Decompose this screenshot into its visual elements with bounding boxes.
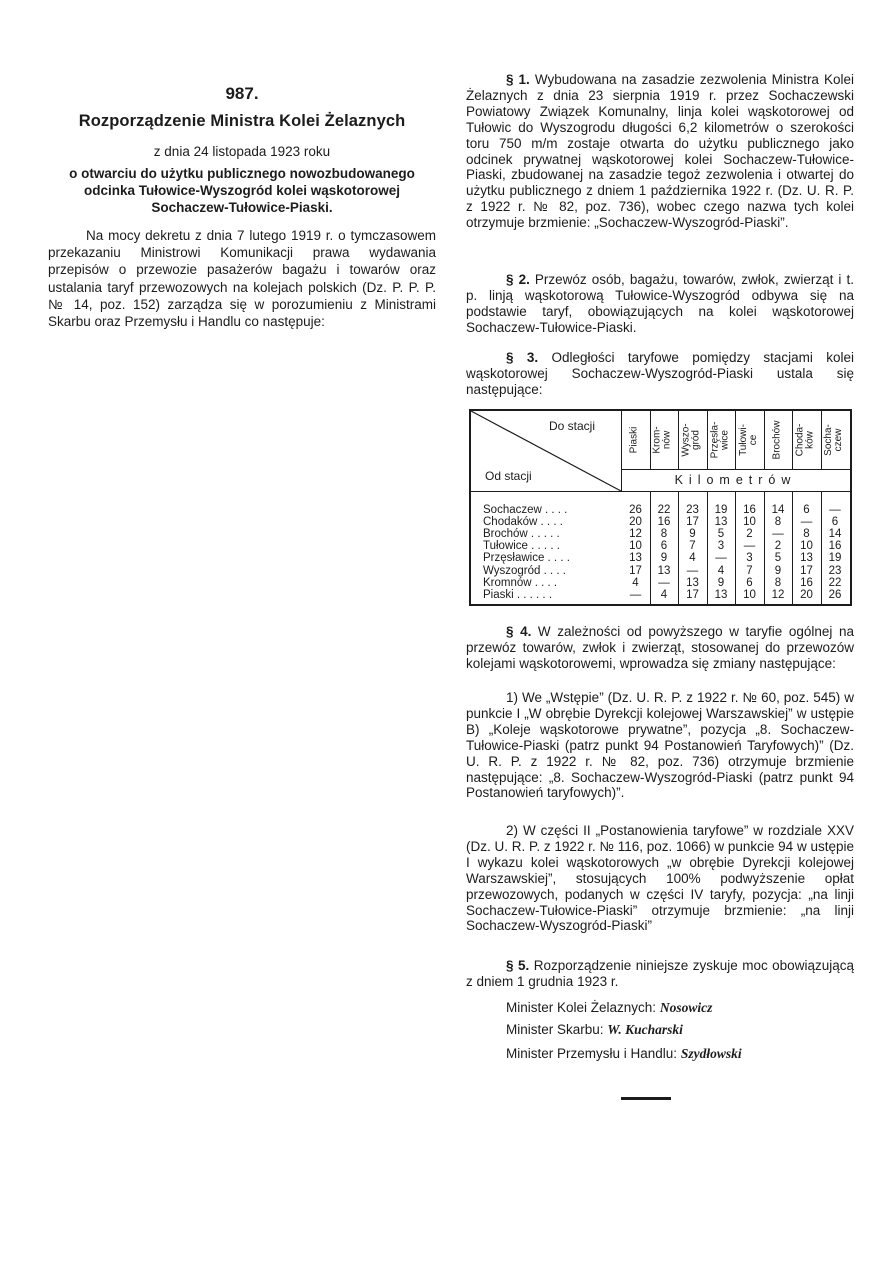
column-divider <box>792 491 793 604</box>
column-header <box>710 411 731 469</box>
distance-cell: 26 <box>828 588 842 601</box>
station-name: Chodaków . . . . <box>483 516 563 529</box>
distance-cell: 19 <box>828 552 842 565</box>
distance-table <box>469 409 852 606</box>
unit-label: Kilometrów <box>674 473 797 487</box>
column-header-label: Brochów <box>771 420 782 460</box>
distance-cell: 10 <box>800 540 813 553</box>
section-2-text: Przewóz osób, bagażu, towarów, zwłok, zwierząt i t. p. linją wąskotorową Tułowice-Wyszogród odbywa się na podstawie taryf, obowiązujących na kolei wąskotorowej Sochaczew-Tułowice-Piaski. <box>466 272 854 335</box>
distance-cell: 14 <box>828 528 842 541</box>
distance-cell: 23 <box>686 504 699 516</box>
station-name: Kromnów . . . . <box>483 576 558 589</box>
distance-cell: 17 <box>629 564 642 577</box>
distance-cell: — <box>715 552 727 565</box>
station-name: Piaski . . . . . . <box>483 588 553 601</box>
distance-cell: — <box>743 540 756 553</box>
distance-cell: 13 <box>714 588 728 601</box>
distance-cell: 13 <box>629 552 642 565</box>
distance-cell: 16 <box>800 576 813 589</box>
section-2 <box>466 272 854 336</box>
section-4-item-2: 2) W części II „Postanowienia taryfowe” w rozdziale XXV (Dz. U. R. P. z 1922 r. № 116, poz. 1066) w punkcie 94 w ustępie I wykazu kolei wąskotorowych „w obrębie Dyrekcji kolejowej Warszawskiej”, stosujących 100% podwyższenie opłat przewozowych, podanych w części IV taryfy, pozycja: „na linji Sochaczew-Tułowice-Piaski” otrzymuje brzmienie: „na linji Sochaczew-Wyszogród-Piaski” <box>466 823 854 934</box>
distance-cell: — <box>772 528 784 541</box>
column-header-label: Tułowi- ce <box>737 424 759 456</box>
decree-number: 987. <box>225 84 259 103</box>
signature-treasury <box>506 1022 683 1038</box>
column-divider <box>735 491 736 604</box>
header-divider <box>621 469 850 470</box>
distance-cell: 20 <box>800 588 813 601</box>
signature-role: Minister Przemysłu i Handlu: <box>506 1046 678 1061</box>
column-header-label: Choda- ków <box>794 423 816 457</box>
signature-role: Minister Skarbu: <box>506 1022 604 1037</box>
distance-cell: 16 <box>657 516 671 529</box>
column-divider <box>821 411 822 469</box>
section-2-mark: § 2. <box>506 272 530 287</box>
section-1-mark: § 1. <box>506 72 530 87</box>
station-name: Brochów . . . . . <box>483 528 560 541</box>
column-divider <box>735 411 736 469</box>
distance-cell: — <box>829 504 841 516</box>
column-divider <box>678 411 679 469</box>
distance-cell: 23 <box>828 564 842 577</box>
distance-cell: 22 <box>657 504 671 516</box>
distance-cell: 7 <box>746 564 753 577</box>
column-header-label: Krom- nów <box>652 426 674 454</box>
distance-cell: 4 <box>717 564 725 577</box>
column-header <box>681 411 702 469</box>
distance-cell: 9 <box>717 576 725 589</box>
decree-title: Rozporządzenie Ministra Kolei Żelaznych <box>78 112 406 130</box>
distance-cell: 13 <box>686 576 699 589</box>
section-1 <box>466 72 854 231</box>
section-5-text: Rozporządzenie niniejsze zyskuje moc obowiązującą z dniem 1 grudnia 1923 r. <box>466 958 854 989</box>
distance-cell: 2 <box>746 528 753 541</box>
distance-cell: 3 <box>717 540 725 553</box>
column-header <box>795 411 816 469</box>
column-header <box>624 411 645 469</box>
distance-cell: 10 <box>743 588 756 601</box>
distance-cell: 16 <box>828 540 842 553</box>
distance-cell: 6 <box>746 576 753 589</box>
distance-cell: 17 <box>800 564 813 577</box>
decree-subject: o otwarciu do użytku publicznego nowozbudowanego odcinka Tułowice-Wyszogród kolei wąskotorowej Sochaczew-Tułowice-Piaski. <box>69 166 415 215</box>
column-header <box>824 411 845 469</box>
distance-cell: 12 <box>771 588 785 601</box>
body-divider <box>471 491 850 492</box>
distance-cell: 20 <box>629 516 642 529</box>
distance-cell: — <box>629 588 642 601</box>
distance-cell: 7 <box>689 540 696 553</box>
section-3-text: Odległości taryfowe pomiędzy stacjami kolei wąskotorowej Sochaczew-Wyszogród-Piaski ustala się następujące: <box>466 350 854 397</box>
section-4 <box>466 624 854 672</box>
decree-date: z dnia 24 listopada 1923 roku <box>153 144 331 159</box>
signature-role: Minister Kolei Żelaznych: <box>506 1000 657 1015</box>
section-3-mark: § 3. <box>506 350 539 365</box>
distance-cell: 9 <box>689 528 696 541</box>
column-header <box>767 411 788 469</box>
station-name: Tułowice . . . . . <box>483 540 560 553</box>
distance-cell: 9 <box>660 552 668 565</box>
signature-railways <box>506 1000 712 1016</box>
distance-cell: 10 <box>743 516 756 529</box>
distance-cell: 9 <box>774 564 782 577</box>
column-divider <box>650 491 651 604</box>
from-station-label: Od stacji <box>485 469 532 483</box>
section-4-text: W zależności od powyższego w taryfie ogólnej na przewóz towarów, zwłok i zwierząt, stosowanej do przewozów kolejami wąskotorowemi, wprowadza się zmiany następujące: <box>466 624 854 671</box>
distance-cell: 5 <box>717 528 725 541</box>
station-name: Przęsławice . . . . <box>483 552 570 565</box>
column-divider <box>707 491 708 604</box>
column-divider <box>821 491 822 604</box>
column-divider <box>650 411 651 469</box>
distance-cell: 14 <box>771 504 785 516</box>
column-divider <box>678 491 679 604</box>
section-4-item-1: 1) We „Wstępie” (Dz. U. R. P. z 1922 r. № 60, poz. 545) w punkcie I „W obrębie Dyrekcji kolejowej Warszawskiej” w ustępie B) „Koleje wąskotorowe prywatne”, pozycja „8. Sochaczew-Tułowice-Piaski (patrz punkt 94 Postanowień Taryfowych)” (Dz. U. R. P. z 1922 r. № 82, poz. 736) otrzymuje brzmienie następujące: „8. Sochaczew-Wyszogród-Piaski (patrz punkt 94 Postanowień taryfowych)”. <box>466 690 854 801</box>
distance-cell: 5 <box>774 552 782 565</box>
distance-cell: 16 <box>743 504 756 516</box>
station-name: Wyszogród . . . . <box>483 564 566 577</box>
distance-cell: 13 <box>657 564 671 577</box>
distance-cell: 8 <box>774 516 782 529</box>
distance-cell: 8 <box>660 528 668 541</box>
signature-name: Nosowicz <box>659 1000 713 1015</box>
to-station-label: Do stacji <box>549 419 596 433</box>
column-header-label: Wyszo- gród <box>680 423 702 457</box>
column-header <box>738 411 759 469</box>
distance-cell: 6 <box>831 516 839 529</box>
section-1-text: Wybudowana na zasadzie zezwolenia Ministra Kolei Żelaznych z dnia 23 sierpnia 1919 r. przez Sochaczewski Powiatowy Związek Komunalny, linja kolei wąskotorowej od Tułowic do Wyszogrodu długości 6,2 kilometrów o szerokości toru 750 m/m zostaje otwarta do użytku publicznego jako odcinek prywatnej wąskotorowej kolei Sochaczew-Tułowice-Piaski, zbudowanej na zasadzie tegoż zezwolenia i otwartej do użytku publicznego z dniem 1 października 1922 r. (Dz. U. R. P. z 1922 r. № 82, poz. 736), wobec czego nazwa tych kolei otrzymuje brzmienie: „Sochaczew-Wyszogród-Piaski”. <box>466 72 854 231</box>
section-5-mark: § 5. <box>506 958 530 973</box>
distance-cell: 17 <box>686 516 699 529</box>
distance-cell: 13 <box>714 516 728 529</box>
column-header <box>653 411 674 469</box>
distance-cell: 4 <box>632 576 639 589</box>
end-rule <box>621 1097 671 1100</box>
distance-cell: 6 <box>660 540 668 553</box>
section-4-mark: § 4. <box>506 624 532 639</box>
column-header-label: Socha- czew <box>823 424 844 456</box>
distance-cell: 22 <box>828 576 842 589</box>
station-name: Sochaczew . . . . <box>483 504 568 516</box>
distance-cell: — <box>658 576 670 589</box>
column-divider <box>764 411 765 469</box>
preamble-paragraph: Na mocy dekretu z dnia 7 lutego 1919 r. o tymczasowem przekazaniu Ministrowi Komunikacji prawa wydawania przepisów o przewozie pasażerów bagażu i towarów oraz ustalania taryf przewozowych na kolejach polskich (Dz. P. P. P. № 14, poz. 152) zarządza się w porozumieniu z Ministrami Skarbu oraz Przemysłu i Handlu co następuje: <box>48 228 436 330</box>
distance-cell: 10 <box>629 540 642 553</box>
column-divider <box>707 411 708 469</box>
distance-cell: 8 <box>803 528 810 541</box>
column-divider <box>792 411 793 469</box>
column-divider <box>764 491 765 604</box>
distance-cell: 2 <box>774 540 782 553</box>
distance-cell: 17 <box>686 588 699 601</box>
distance-cell: 6 <box>803 504 810 516</box>
signature-name: Szydłowski <box>680 1046 742 1061</box>
distance-cell: — <box>800 516 813 529</box>
distance-cell: 8 <box>774 576 782 589</box>
distance-cell: 26 <box>629 504 642 516</box>
distance-cell: — <box>686 564 699 577</box>
distance-cell: 12 <box>629 528 642 541</box>
column-header-label: Przęsła- wice <box>709 421 730 459</box>
column-header-label: Piaski <box>628 426 640 454</box>
signature-name: W. Kucharski <box>607 1022 683 1037</box>
distance-cell: 19 <box>714 504 728 516</box>
signature-industry <box>506 1046 742 1062</box>
distance-cell: 13 <box>800 552 813 565</box>
section-3 <box>466 350 854 398</box>
distance-cell: 3 <box>746 552 753 565</box>
distance-cell: 4 <box>689 552 696 565</box>
distance-cell: 4 <box>660 588 668 601</box>
section-5 <box>466 958 854 990</box>
